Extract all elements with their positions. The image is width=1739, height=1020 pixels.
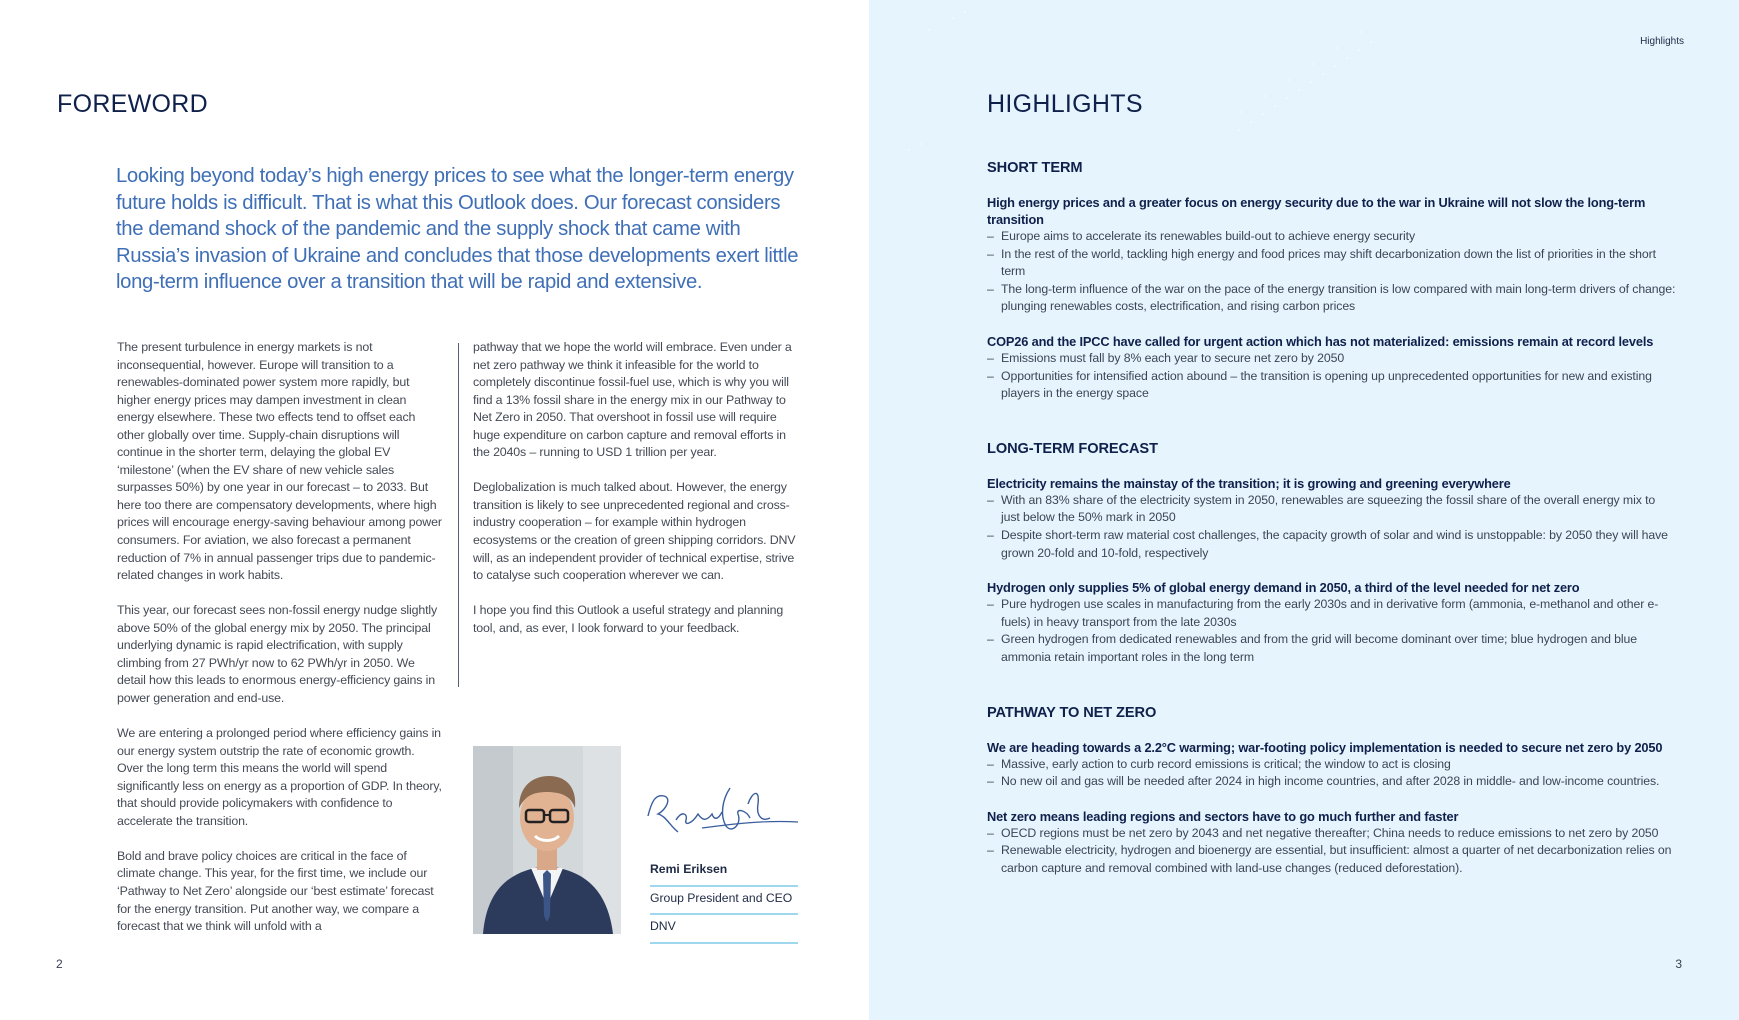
bullet-list — [987, 756, 1677, 791]
highlight-title: We are heading towards a 2.2°C warming; war-footing policy implementation is needed to secure net zero by 2050 — [987, 739, 1663, 755]
column-divider — [458, 343, 459, 687]
paragraph: This year, our forecast sees non-fossil energy nudge slightly above 50% of the global energy mix by 2050. The principal underlying dynamic is rapid electrification, with supply climbing from 27 PWh/yr now to 62 PWh/yr in 2050. We detail how this leads to enormous energy-efficiency gains in power generation and end-use. — [117, 603, 438, 705]
highlights-content — [987, 160, 1677, 915]
foreword-title: FOREWORD — [57, 90, 208, 118]
paragraph: pathway that we hope the world will embrace. Even under a net zero pathway we think it infeasible for the world to completely discontinue fossil-fuel use, which is why you will find a 13% fossil share in the energy mix in our Pathway to Net Zero in 2050. That overshoot in fossil use will require huge expenditure on carbon capture and removal efforts in the 2040s – running to USD 1 trillion per year. — [473, 340, 792, 460]
paragraph: Deglobalization is much talked about. However, the energy transition is likely to see unprecedented regional and cross-industry cooperation – for example within hydrogen ecosystems or the creation of green shipping corridors. DNV will, as an independent provider of technical expertise, strive to catalyse such cooperation wherever we can. — [473, 480, 796, 583]
highlights-section-long-term-forecast — [987, 441, 1677, 667]
bullet-list — [987, 350, 1677, 403]
highlight-title: Net zero means leading regions and sectors have to go much further and faster — [987, 808, 1459, 824]
bullet-item: – In the rest of the world, tackling high energy and food prices may shift decarbonization down the list of priorities in the short term — [987, 246, 1677, 281]
bullet-item: – Emissions must fall by 8% each year to secure net zero by 2050 — [987, 350, 1677, 368]
page-number-right: 3 — [1675, 957, 1682, 971]
highlight-title: Electricity remains the mainstay of the transition; it is growing and greening everywhere — [987, 475, 1511, 491]
foreword-lead-quote: Looking beyond today’s high energy prices to see what the longer-term energy future holds is difficult. That is what this Outlook does. Our forecast considers the demand shock of the pandemic and the supply shock that came with Russia’s invasion of Ukraine and concludes that those developments exert little long-term influence over a transition that will be rapid and extensive. — [116, 165, 799, 293]
highlight-group — [987, 475, 1677, 562]
highlight-title: High energy prices and a greater focus on energy security due to the war in Ukraine will not slow the long-term transition — [987, 195, 1646, 227]
foreword-column-1 — [117, 339, 443, 953]
signatory-role: Group President and CEO — [650, 887, 798, 916]
bullet-item: – Pure hydrogen use scales in manufacturing from the early 2030s and in derivative form (ammonia, e-methanol and other e-fuels) in heavy transport from the late 2030s — [987, 596, 1677, 631]
bullet-item: – Europe aims to accelerate its renewables build-out to achieve energy security — [987, 228, 1677, 246]
ceo-signature — [642, 780, 802, 838]
section-heading: PATHWAY TO NET ZERO — [987, 704, 1157, 721]
foreword-column-2 — [473, 339, 803, 655]
bullet-item: – Renewable electricity, hydrogen and bioenergy are essential, but insufficient: almost a quarter of net decarbonization relies on carbon capture and removal combined with land-use changes (reduced deforestation). — [987, 842, 1677, 877]
foreword-page — [0, 0, 869, 1020]
bullet-list — [987, 596, 1677, 666]
paragraph: We are entering a prolonged period where efficiency gains in our energy system outstrip the rate of economic growth. Over the long term this means the world will spend significantly less on energy as a proportion of GDP. In theory, that should provide policymakers with confidence to accelerate the transition. — [117, 726, 442, 828]
highlights-section-pathway-to-net-zero — [987, 705, 1677, 878]
ceo-portrait-photo — [473, 746, 621, 934]
bullet-list — [987, 825, 1677, 878]
signatory-block — [650, 858, 798, 944]
running-header: Highlights — [1640, 36, 1684, 47]
highlight-title: COP26 and the IPCC have called for urgent action which has not materialized: emissions remain at record levels — [987, 333, 1654, 349]
bullet-item: – With an 83% share of the electricity system in 2050, renewables are squeezing the fossil share of the overall energy mix to just below the 50% mark in 2050 — [987, 492, 1677, 527]
bullet-list — [987, 492, 1677, 562]
highlight-group — [987, 333, 1677, 403]
paragraph: The present turbulence in energy markets is not inconsequential, however. Europe will transition to a renewables-dominated power system more rapidly, but higher energy prices may dampen investment in clean energy elsewhere. These two effects tend to offset each other globally over time. Supply-chain disruptions will continue in the shorter term, delaying the global EV ‘milestone’ (when the EV share of new vehicle sales surpasses 50%) by one year in our forecast – to 2033. But here too there are compensatory developments, where high prices will encourage energy-saving behaviour among power consumers. For aviation, we also forecast a permanent reduction of 7% in annual passenger trips due to pandemic-related changes in work habits. — [117, 340, 442, 583]
highlights-title: HIGHLIGHTS — [987, 90, 1143, 118]
highlight-group — [987, 739, 1677, 791]
signatory-name: Remi Eriksen — [650, 858, 798, 887]
section-heading: SHORT TERM — [987, 160, 1083, 176]
bullet-item: – Despite short-term raw material cost challenges, the capacity growth of solar and wind is unstoppable: by 2050 they will have grown 20-fold and 10-fold, respectively — [987, 527, 1677, 562]
bullet-item: – The long-term influence of the war on the pace of the energy transition is low compared with main long-term drivers of change: plunging renewables costs, electrification, and rising carbon prices — [987, 281, 1677, 316]
bullet-item: – Opportunities for intensified action abound – the transition is opening up unprecedented opportunities for new and existing players in the energy space — [987, 368, 1677, 403]
bullet-item: – Massive, early action to curb record emissions is critical; the window to act is closing — [987, 756, 1677, 774]
bullet-list — [987, 228, 1677, 316]
section-heading: LONG-TERM FORECAST — [987, 440, 1158, 457]
bullet-item: – OECD regions must be net zero by 2043 and net negative thereafter; China needs to reduce emissions to net zero by 2050 — [987, 825, 1677, 843]
bullet-item: – No new oil and gas will be needed after 2024 in high income countries, and after 2028 in middle- and low-income countries. — [987, 773, 1677, 791]
paragraph: I hope you find this Outlook a useful strategy and planning tool, and, as ever, I look forward to your feedback. — [473, 603, 784, 635]
bullet-item: – Green hydrogen from dedicated renewables and from the grid will become dominant over time; blue hydrogen and blue ammonia retain important roles in the long term — [987, 631, 1677, 666]
page-number-left: 2 — [56, 957, 63, 971]
highlight-group — [987, 579, 1677, 666]
highlight-group — [987, 808, 1677, 878]
signatory-organization: DNV — [650, 915, 798, 944]
highlight-title: Hydrogen only supplies 5% of global energy demand in 2050, a third of the level needed for net zero — [987, 580, 1580, 596]
highlights-section-short-term — [987, 160, 1677, 403]
highlight-group — [987, 194, 1677, 316]
paragraph: Bold and brave policy choices are critical in the face of climate change. This year, for the first time, we include our ‘Pathway to Net Zero’ alongside our ‘best estimate’ forecast for the energy transition. Put another way, we compare a forecast that we think will unfold with a — [117, 848, 434, 934]
